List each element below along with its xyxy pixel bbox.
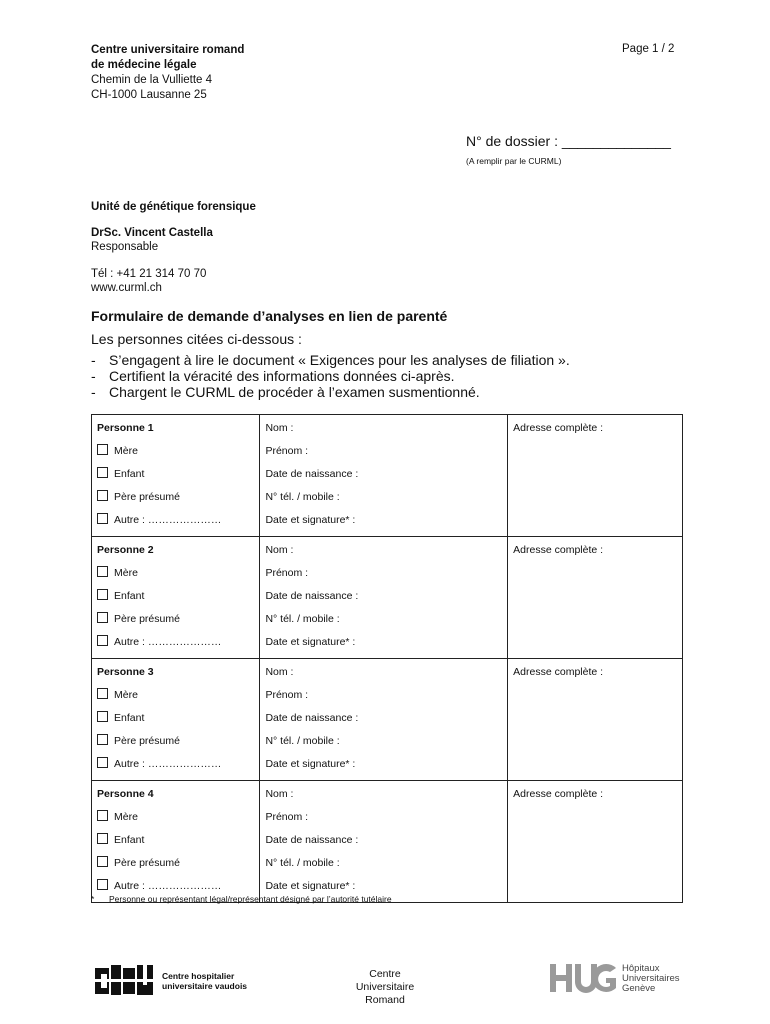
checkbox[interactable] xyxy=(97,467,108,478)
info-field[interactable]: Date de naissance : xyxy=(265,590,359,602)
role-option[interactable] xyxy=(97,490,254,513)
checkbox[interactable] xyxy=(97,734,108,745)
contact-phone: Tél : +41 21 314 70 70 xyxy=(91,268,207,280)
role-option-label: Enfant xyxy=(114,468,145,480)
info-field[interactable]: Date et signature* : xyxy=(265,636,356,648)
checkbox[interactable] xyxy=(97,490,108,501)
hug-logo xyxy=(548,962,618,994)
person-role-cell xyxy=(92,537,260,659)
checkbox[interactable] xyxy=(97,566,108,577)
info-field[interactable]: Prénom : xyxy=(265,567,309,579)
responsible-name: DrSc. Vincent Castella xyxy=(91,227,213,239)
info-field[interactable]: Date de naissance : xyxy=(265,468,359,480)
address-field[interactable] xyxy=(508,781,683,903)
form-intro: Les personnes citées ci-dessous : xyxy=(91,331,302,347)
footnote-text: Personne ou représentant légal/représentant désigné par l’autorité tutélaire xyxy=(109,894,392,904)
chuv-name-line1: Centre hospitalier xyxy=(162,971,235,981)
chuv-name-line2: universitaire vaudois xyxy=(162,981,248,991)
role-option-label: Père présumé xyxy=(114,857,180,869)
info-field[interactable]: N° tél. / mobile : xyxy=(265,735,340,747)
info-field[interactable]: Prénom : xyxy=(265,689,309,701)
person-role-cell xyxy=(92,415,260,537)
checkbox[interactable] xyxy=(97,810,108,821)
info-field[interactable]: Prénom : xyxy=(265,811,309,823)
person-row xyxy=(92,537,683,659)
role-option-label: Père présumé xyxy=(114,613,180,625)
role-option-label: Enfant xyxy=(114,834,145,846)
checkbox[interactable] xyxy=(97,589,108,600)
checkbox[interactable] xyxy=(97,711,108,722)
info-field[interactable]: Date et signature* : xyxy=(265,514,356,526)
checkbox[interactable] xyxy=(97,879,108,890)
checkbox[interactable] xyxy=(97,513,108,524)
person-row xyxy=(92,415,683,537)
role-option-label: Père présumé xyxy=(114,491,180,503)
checkbox[interactable] xyxy=(97,856,108,867)
checkbox[interactable] xyxy=(97,757,108,768)
address-field[interactable] xyxy=(508,659,683,781)
role-option-label: Autre : ………………… xyxy=(114,636,222,648)
hug-name-line2: Universitaires xyxy=(622,973,680,984)
role-option[interactable] xyxy=(97,635,254,658)
page-number: Page 1 / 2 xyxy=(622,43,675,55)
address-label: Adresse complète : xyxy=(513,544,604,556)
person-title: Personne 1 xyxy=(97,422,154,434)
role-option-label: Enfant xyxy=(114,712,145,724)
hug-name-line1: Hôpitaux xyxy=(622,963,660,974)
checkbox[interactable] xyxy=(97,833,108,844)
role-option[interactable] xyxy=(97,444,254,467)
curml-footer-text xyxy=(340,968,430,1007)
person-title: Personne 2 xyxy=(97,544,154,556)
person-title: Personne 3 xyxy=(97,666,154,678)
info-field[interactable]: Date de naissance : xyxy=(265,834,359,846)
role-option[interactable] xyxy=(97,856,254,879)
org-address-line1: Chemin de la Vulliette 4 xyxy=(91,74,213,86)
info-field[interactable]: Nom : xyxy=(265,544,294,556)
contact-website[interactable]: www.curml.ch xyxy=(91,282,162,294)
address-label: Adresse complète : xyxy=(513,422,604,434)
engagement-item: - Certifient la véracité des informations données ci-après. xyxy=(91,368,570,384)
curml-line3: Romand xyxy=(365,994,405,1006)
role-option-label: Mère xyxy=(114,445,138,457)
info-field[interactable]: Nom : xyxy=(265,422,294,434)
person-title: Personne 4 xyxy=(97,788,154,800)
role-option-label: Mère xyxy=(114,811,138,823)
responsible-role: Responsable xyxy=(91,241,159,253)
role-option-label: Autre : ………………… xyxy=(114,880,222,892)
info-field[interactable]: Date de naissance : xyxy=(265,712,359,724)
role-option[interactable] xyxy=(97,612,254,635)
role-option-label: Père présumé xyxy=(114,735,180,747)
form-title: Formulaire de demande d’analyses en lien de parenté xyxy=(91,308,448,324)
info-field[interactable]: N° tél. / mobile : xyxy=(265,491,340,503)
role-option-label: Autre : ………………… xyxy=(114,514,222,526)
dossier-note: (A remplir par le CURML) xyxy=(466,156,562,166)
role-option[interactable] xyxy=(97,833,254,856)
role-option[interactable] xyxy=(97,566,254,589)
chuv-name xyxy=(162,971,247,991)
person-row xyxy=(92,659,683,781)
role-option[interactable] xyxy=(97,688,254,711)
role-option-label: Mère xyxy=(114,567,138,579)
dossier-number-field[interactable]: N° de dossier : ______________ xyxy=(466,133,671,149)
address-label: Adresse complète : xyxy=(513,788,604,800)
contact-block xyxy=(91,267,206,295)
info-field[interactable]: Nom : xyxy=(265,788,294,800)
person-info-cell xyxy=(260,659,508,781)
unit-name: Unité de génétique forensique xyxy=(91,201,256,213)
info-field[interactable]: Date et signature* : xyxy=(265,758,356,770)
role-option[interactable] xyxy=(97,810,254,833)
checkbox[interactable] xyxy=(97,688,108,699)
curml-line2: Universitaire xyxy=(355,981,415,993)
checkbox[interactable] xyxy=(97,444,108,455)
hug-name xyxy=(622,964,680,994)
info-field[interactable]: Nom : xyxy=(265,666,294,678)
role-option-label: Enfant xyxy=(114,590,145,602)
person-info-cell xyxy=(260,781,508,903)
hug-name-line3: Genève xyxy=(622,983,656,994)
info-field[interactable]: Date et signature* : xyxy=(265,880,356,892)
footnote xyxy=(91,894,392,904)
address-field[interactable] xyxy=(508,537,683,659)
role-option[interactable] xyxy=(97,513,254,536)
org-name-line1: Centre universitaire romand xyxy=(91,44,245,56)
role-option[interactable] xyxy=(97,757,254,780)
role-option-label: Mère xyxy=(114,689,138,701)
person-info-cell xyxy=(260,415,508,537)
org-address-line2: CH-1000 Lausanne 25 xyxy=(91,89,207,101)
role-option[interactable] xyxy=(97,734,254,757)
role-option-label: Autre : ………………… xyxy=(114,758,222,770)
person-role-cell xyxy=(92,781,260,903)
footnote-mark: * xyxy=(91,894,95,904)
engagement-list xyxy=(91,352,570,400)
engagement-item: - Chargent le CURML de procéder à l’examen susmentionné. xyxy=(91,384,570,400)
role-option[interactable] xyxy=(97,589,254,612)
person-row xyxy=(92,781,683,903)
checkbox[interactable] xyxy=(97,612,108,623)
role-option[interactable] xyxy=(97,711,254,734)
person-info-cell xyxy=(260,537,508,659)
persons-table xyxy=(91,414,683,903)
role-option[interactable] xyxy=(97,467,254,490)
header-organization xyxy=(91,43,391,103)
org-name-line2: de médecine légale xyxy=(91,59,197,71)
info-field[interactable]: N° tél. / mobile : xyxy=(265,613,340,625)
checkbox[interactable] xyxy=(97,635,108,646)
engagement-item: - S’engagent à lire le document « Exigences pour les analyses de filiation ». xyxy=(91,352,570,368)
person-role-cell xyxy=(92,659,260,781)
address-label: Adresse complète : xyxy=(513,666,604,678)
address-field[interactable] xyxy=(508,415,683,537)
info-field[interactable]: N° tél. / mobile : xyxy=(265,857,340,869)
curml-line1: Centre xyxy=(369,968,401,980)
info-field[interactable]: Prénom : xyxy=(265,445,309,457)
